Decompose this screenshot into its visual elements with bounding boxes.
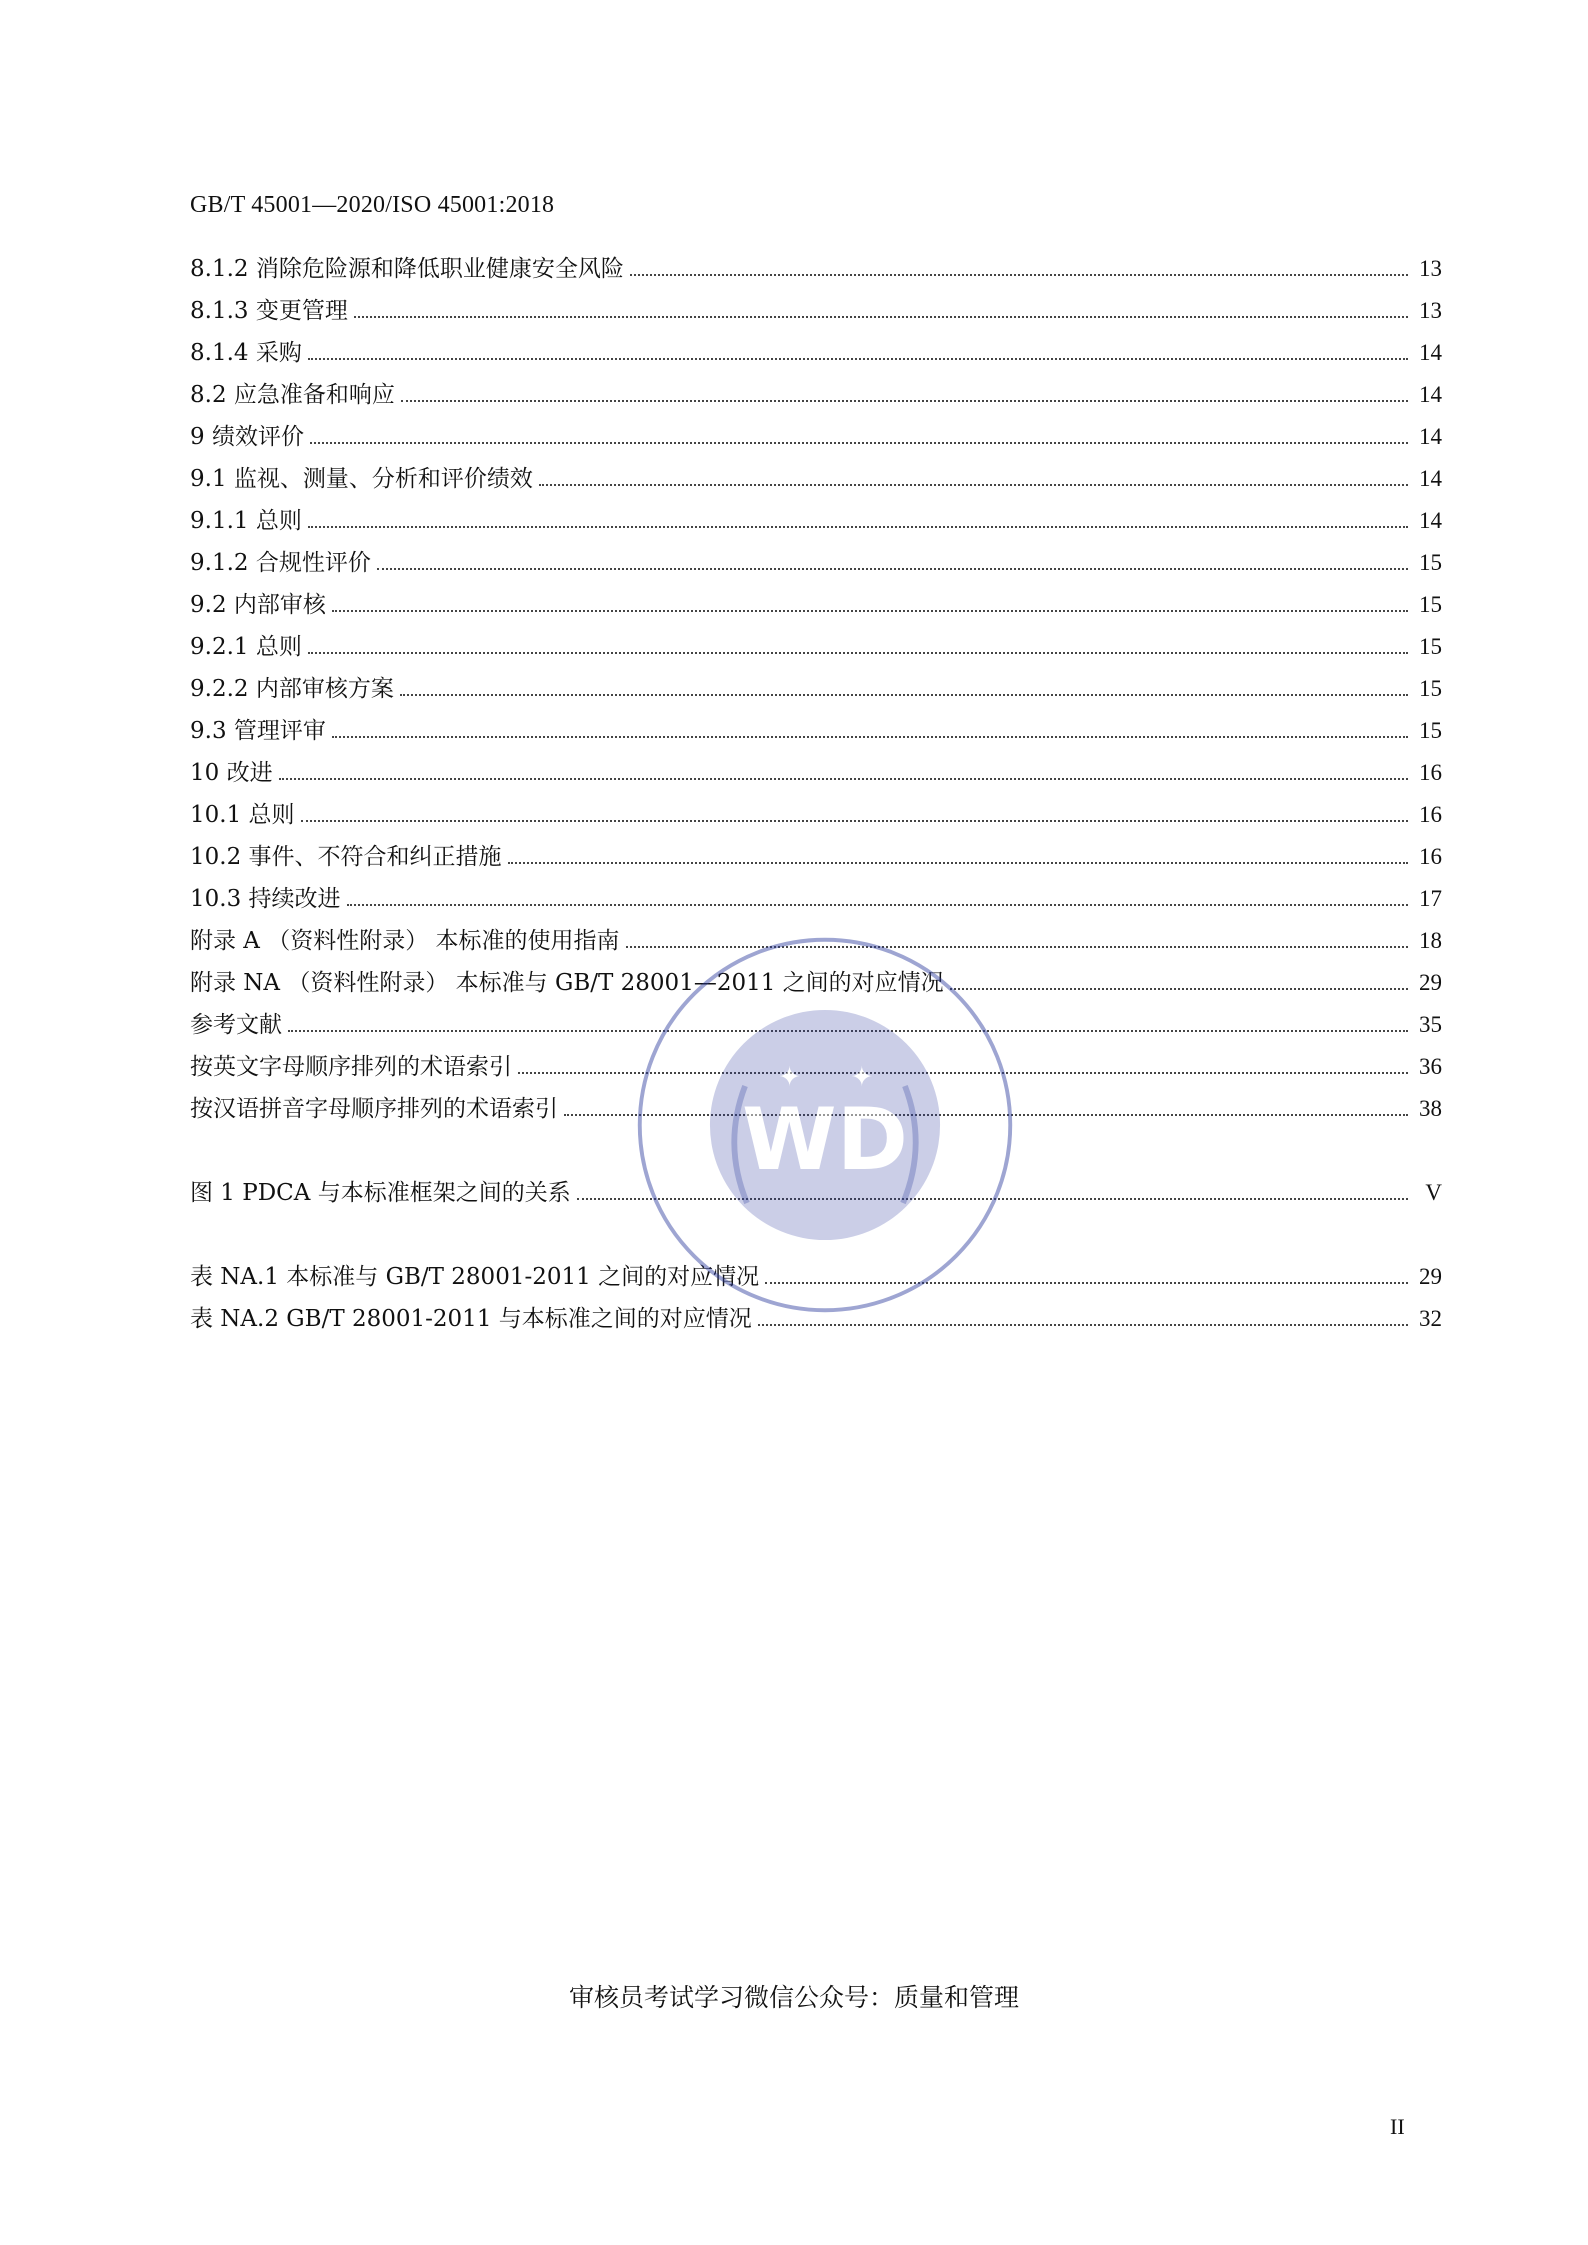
toc-entry-title: 9.2 内部审核 [190,592,326,618]
toc-entry-page: 29 [1419,970,1442,995]
toc-entry-page: 14 [1419,466,1442,491]
toc-entry-page: 16 [1419,760,1442,785]
toc-entry[interactable] [190,626,1442,668]
toc-entry[interactable] [190,458,1442,500]
toc-entry-title: 9 绩效评价 [190,424,304,450]
toc-entry-page: 32 [1419,1306,1442,1331]
toc-entry-title: 10.2 事件、不符合和纠正措施 [190,844,502,870]
toc-entry-page: 16 [1419,802,1442,827]
page-header-standard-code: GB/T 45001—2020/ISO 45001:2018 [190,192,555,218]
toc-entry-title: 按汉语拼音字母顺序排列的术语索引 [190,1096,558,1122]
toc-entry-title: 9.1 监视、测量、分析和评价绩效 [190,466,533,492]
dot-leader [630,273,1408,276]
toc-entry-title: 10.1 总则 [190,802,295,828]
dot-leader [279,777,1408,780]
toc-entry-page: 14 [1419,382,1442,407]
page-number: II [1390,2114,1405,2139]
dot-leader [308,357,1408,360]
toc-entry-page: 14 [1419,340,1442,365]
toc-entry-page: 35 [1419,1012,1442,1037]
toc-entry[interactable] [190,878,1442,920]
toc-entry-title: 表 NA.2 GB/T 28001-2011 与本标准之间的对应情况 [190,1306,752,1332]
toc-entry-title: 9.3 管理评审 [190,718,326,744]
toc-entry-page: 15 [1419,718,1442,743]
star-icon: ✦ [778,1062,802,1093]
toc-entry-title: 9.1.1 总则 [190,508,302,534]
toc-entry-page: 36 [1419,1054,1442,1079]
toc-entry-page: 14 [1419,424,1442,449]
dot-leader [377,567,1408,570]
toc-entry-title: 附录 A （资料性附录） 本标准的使用指南 [190,928,620,954]
toc-entry[interactable] [190,416,1442,458]
toc-entry-page: 13 [1419,298,1442,323]
dot-leader [401,399,1408,402]
toc-entry-title: 9.2.2 内部审核方案 [190,676,394,702]
toc-entry-page: 17 [1419,886,1442,911]
company-seal-watermark [630,930,1020,1320]
toc-entry-page: 13 [1419,256,1442,281]
dot-leader [308,651,1408,654]
dot-leader [332,609,1408,612]
toc-entry[interactable] [190,500,1442,542]
toc-entry[interactable] [190,836,1442,878]
toc-entry-page: 15 [1419,592,1442,617]
toc-entry[interactable] [190,290,1442,332]
dot-leader [347,903,1408,906]
footer-wechat-note: 审核员考试学习微信公众号：质量和管理 [568,1983,1019,2012]
toc-entry-page: 15 [1419,634,1442,659]
toc-entry-page: 14 [1419,508,1442,533]
toc-entry[interactable] [190,374,1442,416]
dot-leader [332,735,1408,738]
star-icon: ✦ [850,1062,874,1093]
toc-entry[interactable] [190,668,1442,710]
toc-entry[interactable] [190,332,1442,374]
toc-entry-page: 18 [1419,928,1442,953]
toc-entry-title: 9.1.2 合规性评价 [190,550,371,576]
toc-entry-title: 8.1.2 消除危险源和降低职业健康安全风险 [190,256,624,282]
dot-leader [508,861,1408,864]
toc-entry[interactable] [190,752,1442,794]
toc-entry-title: 按英文字母顺序排列的术语索引 [190,1054,512,1080]
toc-entry-page: 15 [1419,676,1442,701]
toc-entry-page: 29 [1419,1264,1442,1289]
dot-leader [758,1323,1408,1326]
toc-entry-title: 10.3 持续改进 [190,886,341,912]
toc-entry-page: 15 [1419,550,1442,575]
dot-leader [308,525,1408,528]
toc-entry-title: 附录 NA （资料性附录） 本标准与 GB/T 28001—2011 之间的对应情况 [190,970,944,996]
dot-leader [301,819,1408,822]
dot-leader [539,483,1408,486]
toc-entry-title: 8.2 应急准备和响应 [190,382,395,408]
toc-entry-title: 8.1.4 采购 [190,340,302,366]
toc-entry-page: 38 [1419,1096,1442,1121]
toc-entry-title: 8.1.3 变更管理 [190,298,348,324]
dot-leader [400,693,1408,696]
toc-entry[interactable] [190,584,1442,626]
toc-entry-page: V [1425,1180,1442,1205]
seal-logo-text: WD [742,1089,908,1190]
dot-leader [354,315,1408,318]
toc-entry-title: 9.2.1 总则 [190,634,302,660]
toc-entry-page: 16 [1419,844,1442,869]
dot-leader [310,441,1408,444]
toc-entry[interactable] [190,542,1442,584]
toc-entry-title: 参考文献 [190,1012,282,1038]
toc-entry[interactable] [190,794,1442,836]
toc-entry-title: 10 改进 [190,760,273,786]
toc-entry[interactable] [190,710,1442,752]
toc-entry-title: 表 NA.1 本标准与 GB/T 28001-2011 之间的对应情况 [190,1264,760,1290]
toc-entry-title: 图 1 PDCA 与本标准框架之间的关系 [190,1180,571,1206]
toc-entry[interactable] [190,248,1442,290]
